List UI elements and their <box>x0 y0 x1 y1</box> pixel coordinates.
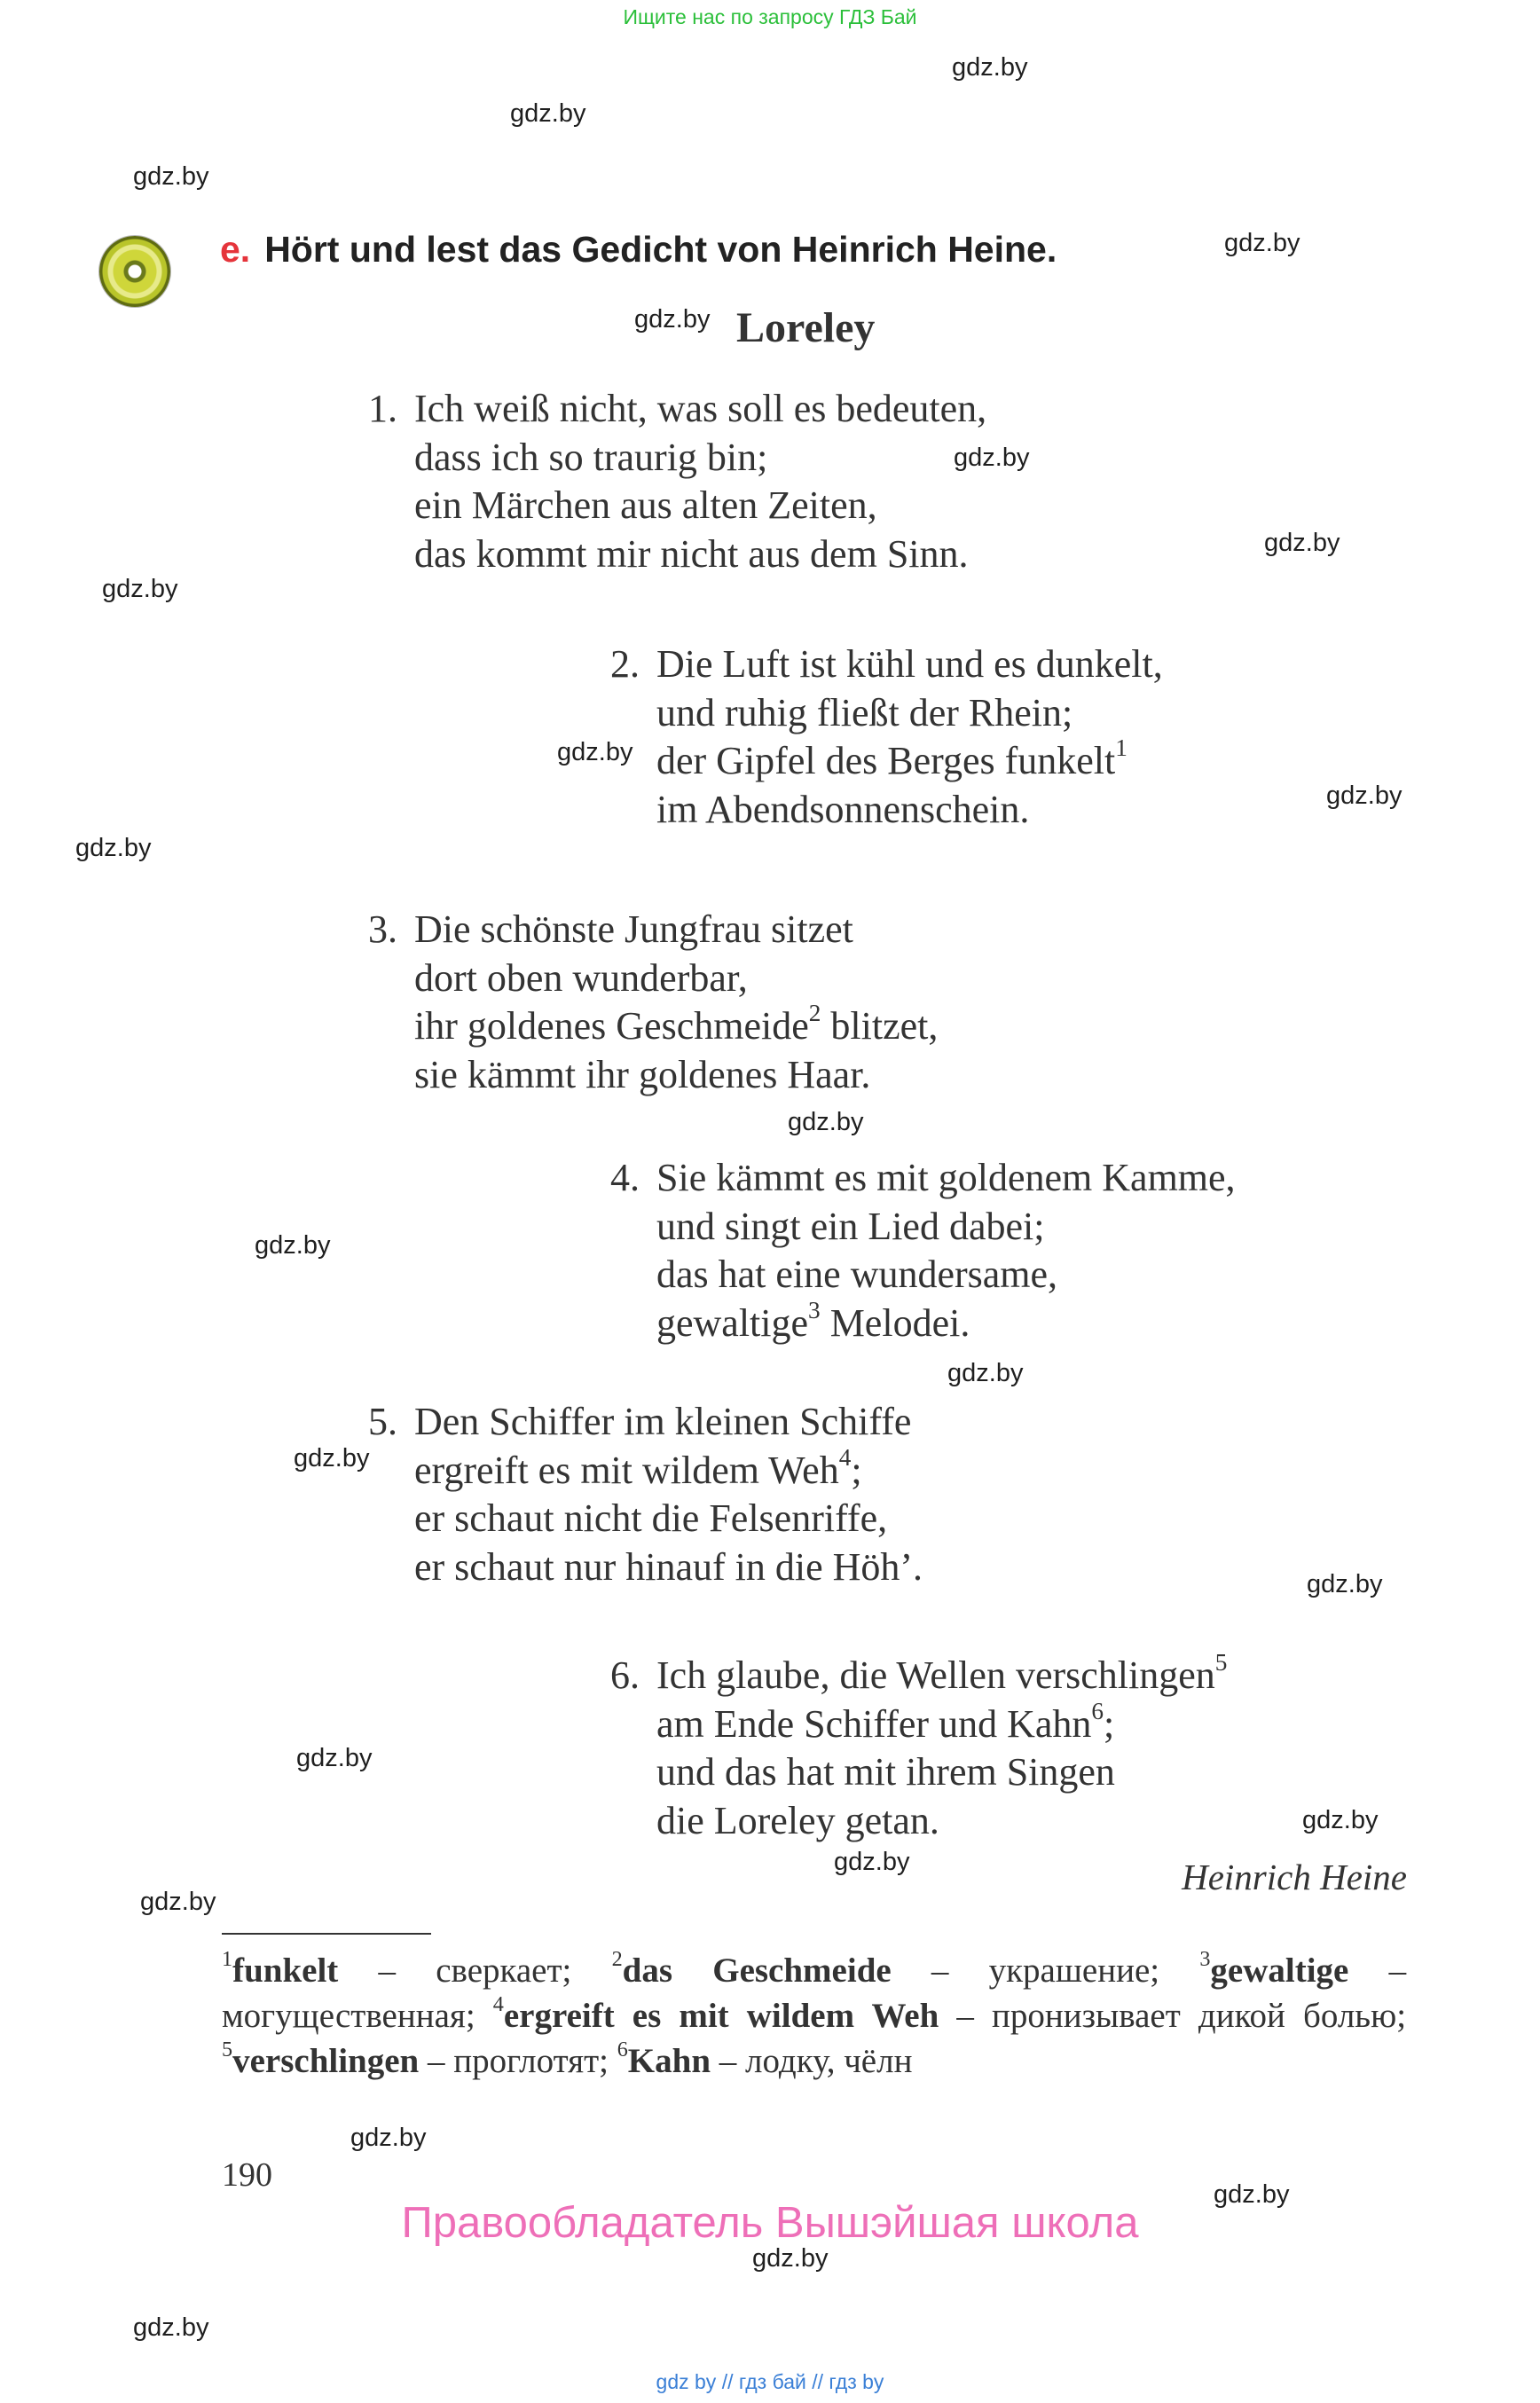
poem-line-text: Melodei. <box>820 1300 970 1345</box>
watermark: gdz.by <box>510 99 586 128</box>
watermark: gdz.by <box>255 1231 331 1260</box>
stanza-4 <box>610 1154 1236 1347</box>
watermark: gdz.by <box>296 1744 373 1772</box>
poem-line: und das hat mit ihrem Singen <box>656 1750 1115 1794</box>
footnote-divider <box>222 1933 431 1935</box>
watermark: gdz.by <box>952 53 1028 82</box>
stanza-3 <box>368 906 938 1099</box>
poem-title: Loreley <box>736 304 876 351</box>
poem-line: im Abendsonnenschein. <box>656 787 1030 831</box>
task-letter: e. <box>220 229 251 270</box>
footnote-ref: 2 <box>808 1000 821 1027</box>
poem-line-text: ; <box>1104 1701 1115 1746</box>
task-text: Hört und lest das Gedicht von Heinrich Heine. <box>264 229 1057 270</box>
poem-line: ein Märchen aus alten Zeiten, <box>414 483 877 527</box>
copyright-notice: Правообладатель Вышэйшая школа <box>401 2199 1139 2247</box>
watermark: gdz.by <box>947 1359 1024 1387</box>
footnote-ref: 4 <box>838 1443 852 1471</box>
poem-line: das hat eine wundersame, <box>656 1253 1058 1296</box>
watermark: gdz.by <box>102 575 178 603</box>
footnote: $^1$funkelt – сверкает; <box>222 1947 572 1990</box>
poem-line: Die Luft ist kühl und es dunkelt, <box>656 642 1163 686</box>
poem-line-text: ihr goldenes Geschmeide <box>414 1004 809 1048</box>
poem-line-text: gewaltige <box>656 1300 809 1345</box>
poem-line-text: ; <box>851 1448 862 1492</box>
stanza-6 <box>610 1649 1228 1845</box>
poem-line <box>656 1697 1227 1749</box>
poem-line: dass ich so traurig bin; <box>414 435 768 479</box>
poem-line <box>656 734 1163 786</box>
watermark: gdz.by <box>1214 2180 1290 2209</box>
footnote-ref: 3 <box>808 1296 821 1323</box>
stanza-2 <box>610 640 1163 834</box>
stanza-number: 6. <box>610 1653 640 1697</box>
watermark: gdz.by <box>350 2124 427 2152</box>
bottom-links[interactable]: gdz by // гдз бай // гдз by <box>656 2370 884 2393</box>
poem-line: und singt ein Lied dabei; <box>656 1204 1045 1248</box>
footnote-ref: 1 <box>1115 734 1128 762</box>
watermark: gdz.by <box>834 1848 910 1876</box>
stanza-number: 4. <box>610 1156 640 1199</box>
poem-line: er schaut nur hinauf in die Höh’. <box>414 1544 923 1589</box>
audio-cd-icon[interactable] <box>99 236 170 307</box>
stanza-5 <box>368 1398 923 1591</box>
stanza-number: 2. <box>610 642 640 686</box>
watermark: gdz.by <box>752 2244 829 2273</box>
watermark: gdz.by <box>1264 529 1340 557</box>
watermark: gdz.by <box>954 444 1030 472</box>
footnote: $^3$gewaltige – могущественная; <box>222 1947 1407 2035</box>
stanza-1 <box>368 385 986 578</box>
stanza-number: 1. <box>368 387 397 430</box>
poem-line: Die schönste Jungfrau sitzet <box>414 907 853 951</box>
poem-line: sie kämmt ihr goldenes Haar. <box>414 1052 871 1096</box>
footnote: $^5$verschlingen – проглотят; <box>222 2038 609 2080</box>
watermark: gdz.by <box>294 1444 370 1472</box>
watermark: gdz.by <box>1307 1570 1383 1598</box>
poem-line-text: ergreift es mit wildem Weh <box>414 1448 839 1492</box>
watermark: gdz.by <box>1326 781 1402 810</box>
poem-line-text: der Gipfel des Berges funkelt <box>656 739 1116 782</box>
footnote-ref: 5 <box>1214 1649 1228 1677</box>
poem-line: dort oben wunderbar, <box>414 955 748 1000</box>
watermark: gdz.by <box>1302 1806 1379 1834</box>
watermark: gdz.by <box>1224 229 1300 257</box>
watermark: gdz.by <box>557 738 633 766</box>
poem-line-text: am Ende Schiffer und Kahn <box>656 1701 1092 1746</box>
poem-line: die Loreley getan. <box>656 1798 939 1842</box>
poem-line <box>414 1443 923 1496</box>
footnote: $^6$Kahn – лодку, чёлн <box>617 2038 913 2080</box>
poem-line: Den Schiffer im kleinen Schiffe <box>414 1400 912 1443</box>
poem-line-text: Ich glaube, die Wellen verschlingen <box>656 1653 1215 1697</box>
stanza-number: 5. <box>368 1400 397 1443</box>
poem-line-text: blitzet, <box>821 1004 939 1048</box>
watermark: gdz.by <box>75 834 152 862</box>
poem-line: Sie kämmt es mit goldenem Kamme, <box>656 1156 1236 1199</box>
poem-line: und ruhig fließt der Rhein; <box>656 690 1073 734</box>
watermark: gdz.by <box>133 2313 209 2342</box>
footnote-ref: 6 <box>1091 1697 1104 1724</box>
poem-line <box>414 1002 938 1051</box>
footnotes <box>222 1948 1406 2084</box>
poem-line: Ich weiß nicht, was soll es bedeuten, <box>414 387 987 430</box>
watermark: gdz.by <box>788 1108 864 1136</box>
watermark: gdz.by <box>133 162 209 191</box>
poem-line: das kommt mir nicht aus dem Sinn. <box>414 531 969 576</box>
footnote: $^2$das Geschmeide – украшение; <box>611 1947 1160 1990</box>
poem-line: er schaut nicht die Felsenriffe, <box>414 1496 888 1540</box>
poem-author: Heinrich Heine <box>1182 1857 1407 1897</box>
footnote: $^4$ergreift es mit wildem Weh – пронизывает дикой болью; <box>492 1992 1407 2035</box>
poem-line <box>656 1649 1228 1700</box>
watermark: gdz.by <box>634 305 711 334</box>
watermark: gdz.by <box>140 1888 216 1916</box>
task-instruction <box>220 229 1057 271</box>
stanza-number: 3. <box>368 907 397 951</box>
poem-line <box>656 1296 1236 1348</box>
page-number: 190 <box>222 2156 272 2194</box>
top-notice: Ищите нас по запросу ГДЗ Бай <box>623 5 917 28</box>
